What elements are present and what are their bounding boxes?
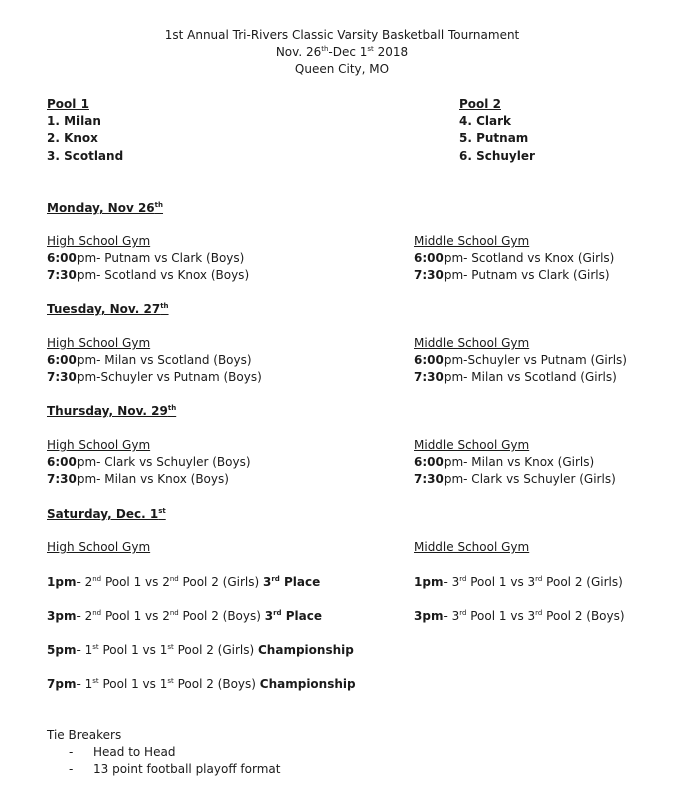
gym-heading-high-school: High School Gym: [47, 336, 151, 350]
gym-heading-high-school: High School Gym: [47, 438, 151, 452]
game-line: 7:30pm- Milan vs Scotland (Girls): [414, 370, 617, 384]
pool-1-team: 1. Milan: [47, 114, 101, 128]
pool-2-team: 5. Putnam: [459, 131, 529, 145]
game-line: 6:00pm- Clark vs Schuyler (Boys): [47, 455, 251, 469]
gym-heading-middle-school: Middle School Gym: [414, 438, 530, 452]
gym-heading-middle-school: Middle School Gym: [414, 234, 530, 248]
tie-breaker-item: - Head to Head: [69, 745, 176, 759]
game-line: 6:00pm- Milan vs Knox (Girls): [414, 455, 595, 469]
game-line: 3pm- 3rd Pool 1 vs 3rd Pool 2 (Boys): [414, 609, 625, 623]
pool-2-heading: Pool 2: [459, 97, 501, 111]
pool-1-team: 2. Knox: [47, 131, 98, 145]
pool-1-heading: Pool 1: [47, 97, 89, 111]
game-line: 6:00pm- Putnam vs Clark (Boys): [47, 251, 245, 265]
game-line: 7:30pm-Schuyler vs Putnam (Boys): [47, 370, 262, 384]
gym-heading-high-school: High School Gym: [47, 540, 151, 554]
game-line: 6:00pm-Schuyler vs Putnam (Girls): [414, 353, 627, 367]
day-heading-tuesday: Tuesday, Nov. 27th: [47, 302, 169, 316]
game-line: 5pm- 1st Pool 1 vs 1st Pool 2 (Girls) Championship: [47, 643, 354, 657]
day-heading-saturday: Saturday, Dec. 1st: [47, 507, 166, 521]
game-line: 7:30pm- Clark vs Schuyler (Girls): [414, 472, 616, 486]
game-line: 6:00pm- Milan vs Scotland (Boys): [47, 353, 252, 367]
tie-breakers-heading: Tie Breakers: [47, 728, 122, 742]
game-line: 6:00pm- Scotland vs Knox (Girls): [414, 251, 615, 265]
game-line: 1pm- 2nd Pool 1 vs 2nd Pool 2 (Girls) 3rd Place: [47, 575, 321, 589]
game-line: 7:30pm- Putnam vs Clark (Girls): [414, 268, 610, 282]
day-heading-thursday: Thursday, Nov. 29th: [47, 404, 177, 418]
gym-heading-middle-school: Middle School Gym: [414, 336, 530, 350]
gym-heading-middle-school: Middle School Gym: [414, 540, 530, 554]
tournament-location: Queen City, MO: [294, 62, 390, 76]
game-line: 7pm- 1st Pool 1 vs 1st Pool 2 (Boys) Championship: [47, 677, 356, 691]
gym-heading-high-school: High School Gym: [47, 234, 151, 248]
game-line: 7:30pm- Milan vs Knox (Boys): [47, 472, 229, 486]
tie-breaker-item: - 13 point football playoff format: [69, 762, 281, 776]
game-line: 3pm- 2nd Pool 1 vs 2nd Pool 2 (Boys) 3rd Place: [47, 609, 323, 623]
game-line: 7:30pm- Scotland vs Knox (Boys): [47, 268, 250, 282]
game-line: 1pm- 3rd Pool 1 vs 3rd Pool 2 (Girls): [414, 575, 623, 589]
tournament-title: 1st Annual Tri-Rivers Classic Varsity Basketball Tournament: [164, 28, 520, 42]
pool-1-team: 3. Scotland: [47, 149, 124, 163]
pool-2-team: 6. Schuyler: [459, 149, 535, 163]
pool-2-team: 4. Clark: [459, 114, 512, 128]
tournament-dates: Nov. 26th-Dec 1st 2018: [275, 45, 409, 59]
day-heading-monday: Monday, Nov 26th: [47, 201, 164, 215]
